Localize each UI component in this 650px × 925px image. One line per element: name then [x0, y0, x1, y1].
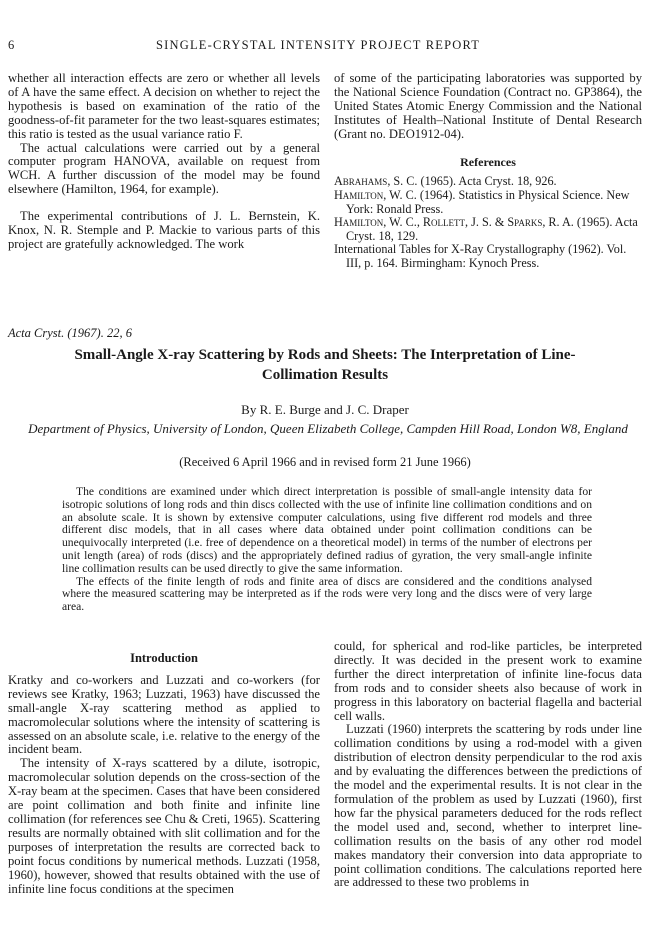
article-authors: By R. E. Burge and J. C. Draper [241, 402, 409, 417]
article-affiliation: Department of Physics, University of London, Queen Elizabeth College, Campden Hill Road, London W8, England [28, 421, 628, 436]
citation-journal: Acta Cryst. [8, 326, 65, 340]
reference-entry: International Tables for X-Ray Crystallography (1962). Vol. III, p. 164. Birmingham: Kynoch Press. [334, 242, 627, 270]
abstract-paragraph: The conditions are examined under which direct interpretation is possible of small-angle intensity data for isotropic solutions of long rods and thin discs collected with the use of infinite line collimation conditions and on an absolute scale. It is shown by extensive computer calculations, using five different rod models and three different disc models, that in all cases where data obtained under point collimation conditions can be unequivocally interpreted (i.e. free of dependence on a theoretical model) in terms of the number of electrons per unit length (area) of rods (discs) and the appropriately defined radius of gyration, the very small-angle infinite line collimation results can be used directly to give the same information. [62, 485, 592, 575]
page-number: 6 [8, 38, 16, 52]
running-title: SINGLE-CRYSTAL INTENSITY PROJECT REPORT [156, 38, 481, 52]
acknowledgement-paragraph: The experimental contributions of J. L. Bernstein, K. Knox, N. R. Stemple and P. Mackie to various parts of this project are gratefully acknowledged. The work [8, 209, 320, 251]
prev-article-left-column [8, 72, 320, 252]
intro-paragraph: Luzzati (1960) interprets the scattering by rods under line collimation conditions by using a rod-model with a given distribution of electron density perpendicular to the rod axis and by evaluating the differences between the predictions of the model and the experimental results. It is not clear in the formulation of the problem as used by Luzzati (1960), first how far the physical parameters deduced for the rods reflect the model used and, second, whether to interpret line-collimation results on the basis of any other rod model makes mandatory their conversion into data appropriate to point collimation conditions. The calculations reported here are addressed to these two problems in [334, 722, 642, 890]
prev-article-right-column [334, 72, 642, 271]
abstract [62, 486, 592, 614]
prev-paragraph: The actual calculations were carried out by a general computer program HANOVA, available on request from WCH. A further discussion of the model may be found elsewhere (Hamilton, 1964, for example). [8, 140, 320, 197]
article-title: Small-Angle X-ray Scattering by Rods and Sheets: The Interpretation of Line-Collimation Results [74, 347, 576, 383]
reference-entry: Hamilton, W. C., Rollett, J. S. & Sparks, R. A. (1965). Acta Cryst. 18, 129. [334, 215, 638, 243]
introduction-heading: Introduction [130, 651, 198, 665]
citation-year-volume: (1967). 22, 6 [67, 326, 132, 340]
intro-right-column [334, 640, 642, 890]
reference-entry: Abrahams, S. C. (1965). Acta Cryst. 18, 926. [334, 174, 557, 189]
intro-left-column [8, 652, 320, 896]
running-head [8, 38, 642, 56]
prev-paragraph: of some of the participating laboratories was supported by the National Science Foundation (Contract no. GP3864), the United States Atomic Energy Commission and the National Institutes of Health–National Institute of Dental Research (Grant no. DEO1912-04). [334, 71, 642, 141]
references-heading: References [460, 154, 516, 169]
abstract-paragraph: The effects of the finite length of rods and finite area of discs are considered and the conditions analysed where the measured scattering may be interpreted as if the rods were very long and the discs were of very large area. [62, 574, 592, 614]
received-dates: (Received 6 April 1966 and in revised form 21 June 1966) [179, 455, 471, 469]
journal-citation [8, 326, 132, 341]
prev-paragraph: whether all interaction effects are zero or whether all levels of A have the same effect. A decision on whether to reject the hypothesis is based on examination of the ratio of the goodness-of-fit parameter for the two least-squares estimates; this ratio is tested as the usual variance ratio F. [8, 71, 320, 141]
intro-paragraph: could, for spherical and rod-like particles, be interpreted directly. It was decided in the present work to examine further the direct interpretation of infinite line-focus data from rods and to consider sheets also because of work in progress in this laboratory on bacterial flagella and bacterial cell walls. [334, 639, 642, 723]
reference-entry: Hamilton, W. C. (1964). Statistics in Physical Science. New York: Ronald Press. [334, 188, 630, 216]
intro-paragraph: The intensity of X-rays scattered by a dilute, isotropic, macromolecular solution depends on the cross-section of the X-ray beam at the specimen. Cases that have been considered are point collimation and both finite and infinite line collimation (for references see Chu & Creti, 1965). Scattering results are normally obtained with slit collimation and for the purposes of interpretation the results are corrected back to point focus conditions by numerical methods. Luzzati (1958, 1960), however, showed that results obtained with the use of infinite line focus conditions at the specimen [8, 756, 320, 896]
intro-paragraph: Kratky and co-workers and Luzzati and co-workers (for reviews see Kratky, 1963; Luzzati, 1963) have discussed the small-angle X-ray scattering method as applied to macromolecular solutions where the intensity of scattering is assessed on an absolute scale, i.e. relative to the energy of the incident beam. [8, 672, 320, 757]
